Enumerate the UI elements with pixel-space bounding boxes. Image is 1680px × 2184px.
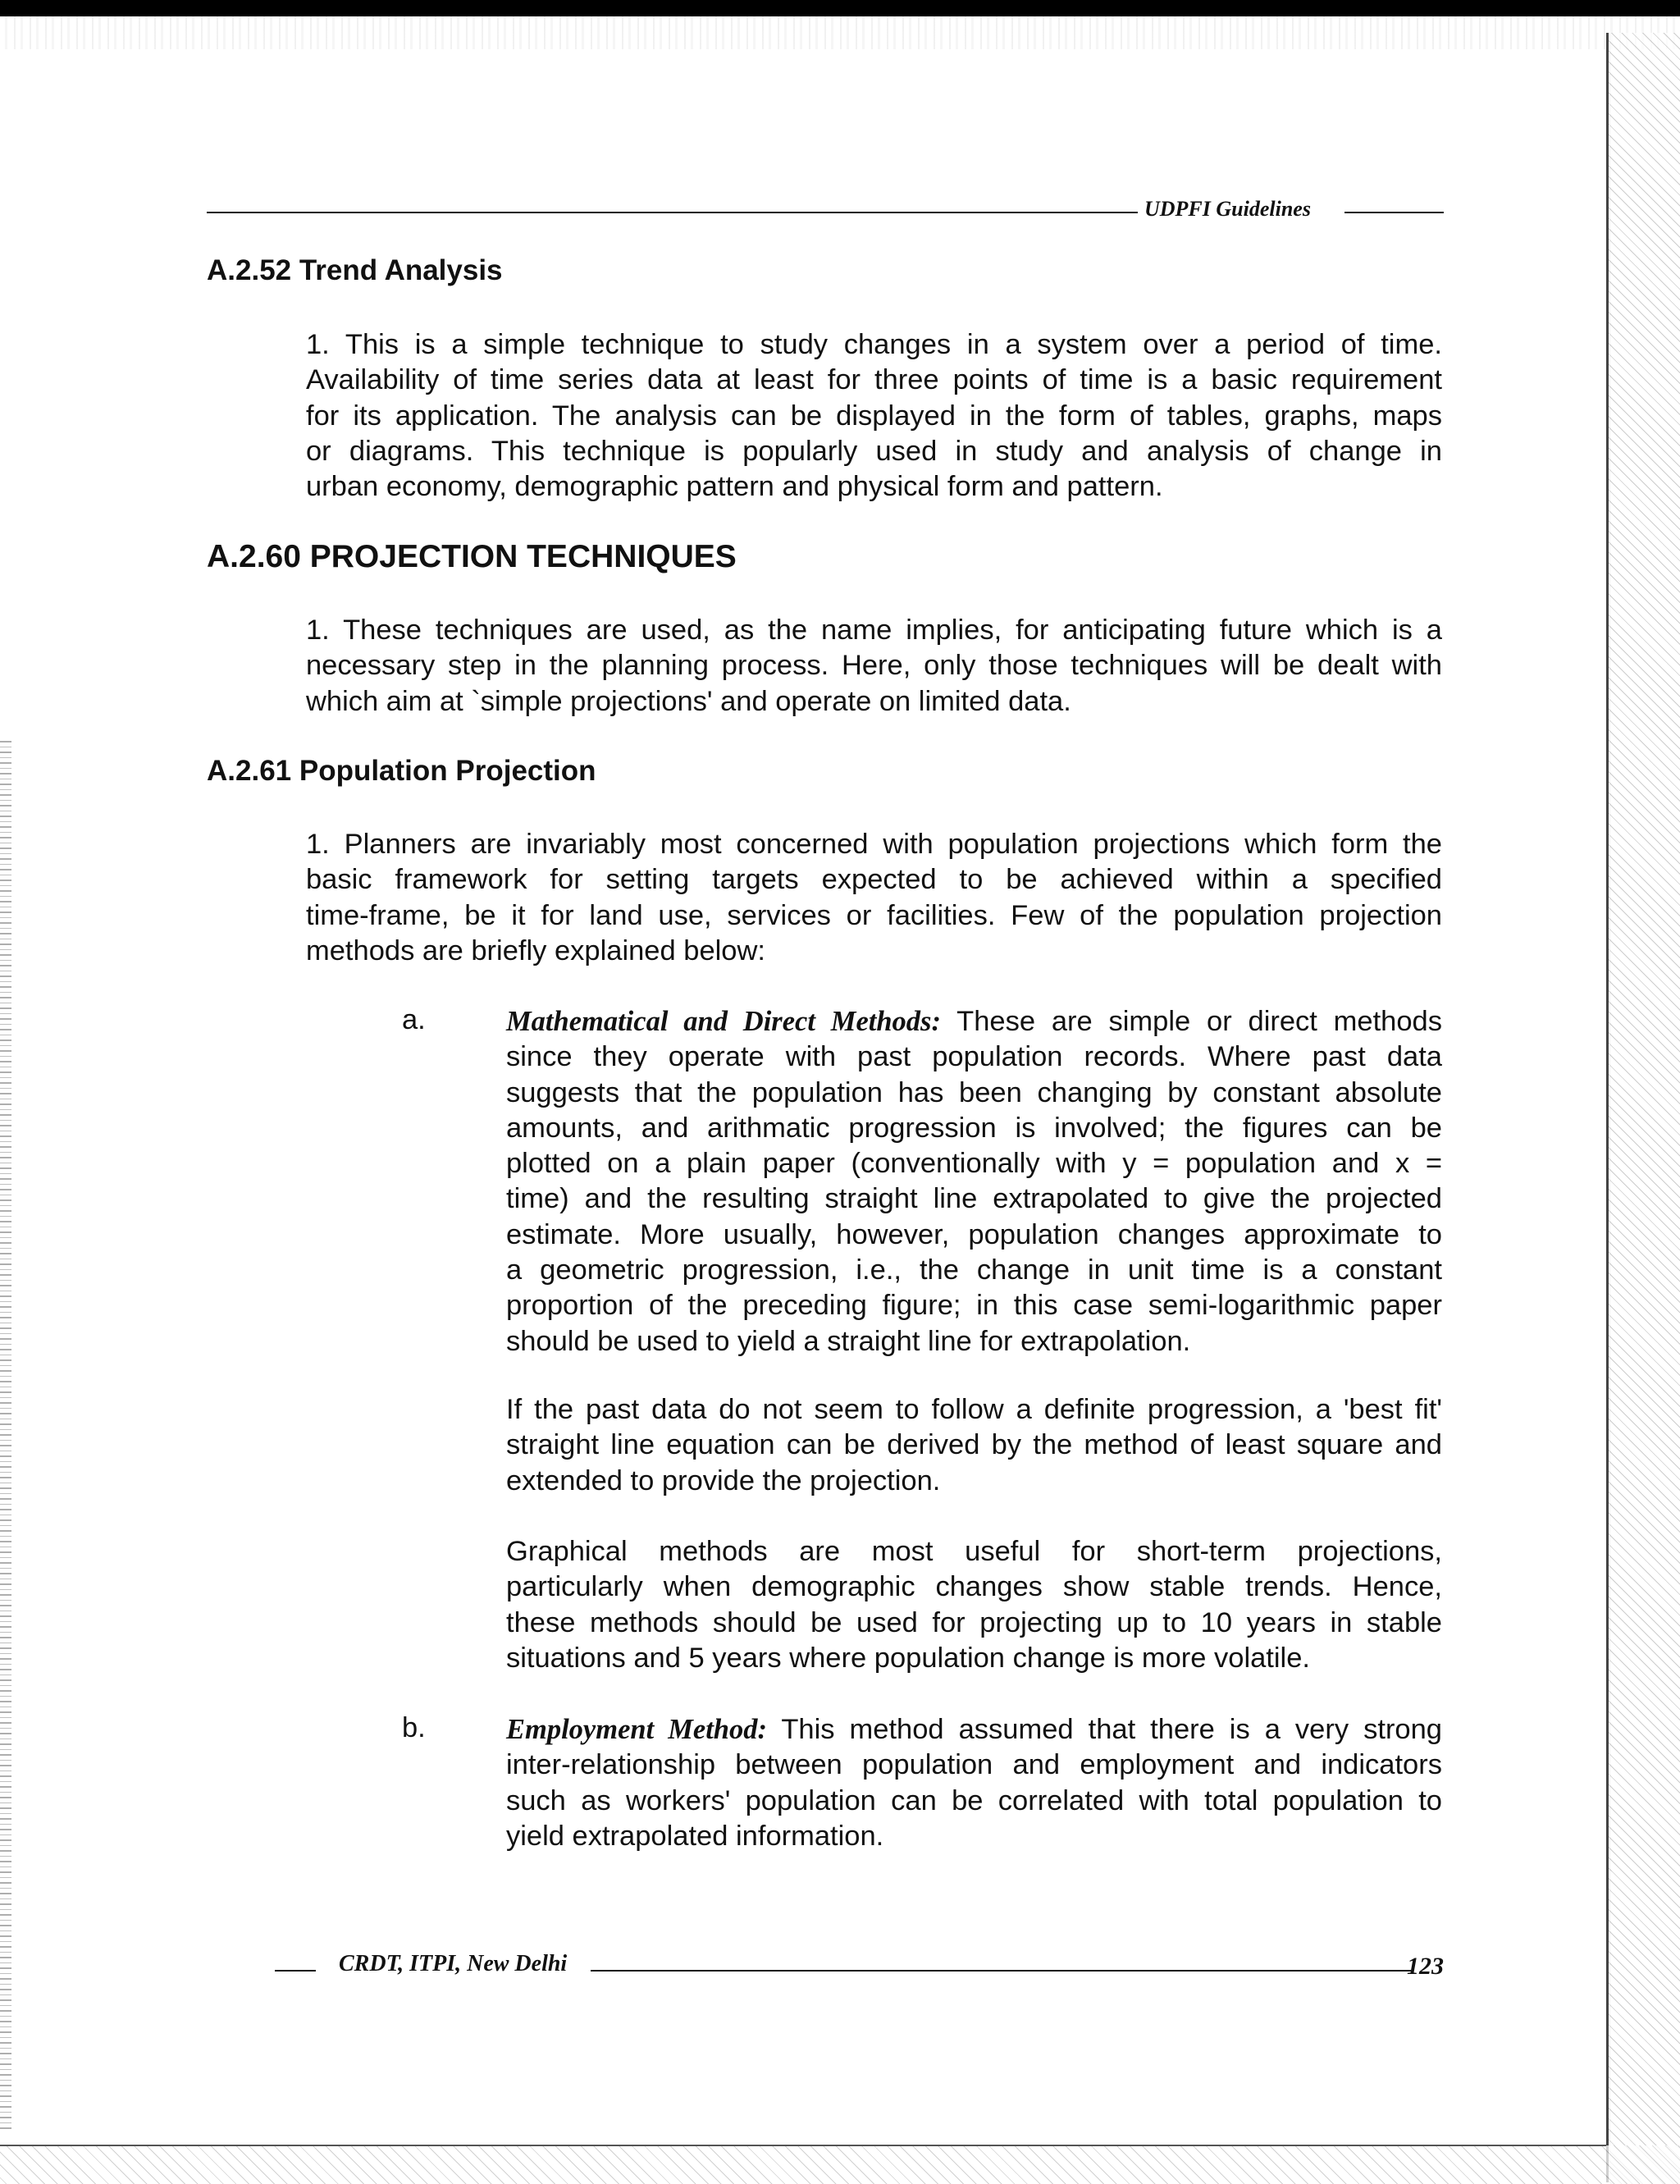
text-line: inter-relationship between population and employment and indicators bbox=[506, 1749, 1442, 1781]
paragraph-trend-analysis bbox=[306, 327, 1442, 505]
paragraph-best-fit bbox=[506, 1392, 1442, 1499]
text-line: since they operate with past population records. Where past data bbox=[506, 1041, 1442, 1073]
lead-line-rest: This method assumed that there is a very strong bbox=[781, 1714, 1442, 1745]
paragraph-graphical-methods bbox=[506, 1534, 1442, 1676]
text-line: Graphical methods are most useful for short-term projections, bbox=[506, 1536, 1442, 1567]
scan-right-noise bbox=[1606, 33, 1680, 2184]
footer-publisher: CRDT, ITPI, New Delhi bbox=[339, 1951, 568, 1976]
lead-term-mathematical: Mathematical and Direct Methods: bbox=[506, 1006, 941, 1037]
text-line: extended to provide the projection. bbox=[506, 1464, 941, 1496]
paragraph-projection-techniques bbox=[306, 613, 1442, 720]
text-line: 1. These techniques are used, as the name implies, for anticipating future which is a bbox=[306, 615, 1442, 646]
text-line: such as workers' population can be correlated with total population to bbox=[506, 1784, 1442, 1816]
text-line: proportion of the preceding figure; in this case semi-logarithmic paper bbox=[506, 1290, 1442, 1322]
text-line: situations and 5 years where population change is more volatile. bbox=[506, 1642, 1310, 1674]
list-item-employment-method bbox=[506, 1712, 1442, 1854]
text-line bbox=[506, 1004, 1442, 1039]
footer-rule-right bbox=[591, 1970, 1411, 1972]
text-line: time) and the resulting straight line extrapolated to give the projected bbox=[506, 1183, 1442, 1215]
text-line: amounts, and arithmatic progression is involved; the figures can be bbox=[506, 1112, 1442, 1144]
text-line: methods are briefly explained below: bbox=[306, 934, 765, 966]
scan-left-noise bbox=[0, 738, 11, 2133]
text-line: for its application. The analysis can be displayed in the form of tables, graphs, maps bbox=[306, 400, 1442, 432]
paragraph-population-projection bbox=[306, 827, 1442, 969]
text-line: If the past data do not seem to follow a definite progression, a 'best fit' bbox=[506, 1394, 1442, 1425]
scan-top-noise bbox=[0, 16, 1680, 49]
text-line: should be used to yield a straight line for extrapolation. bbox=[506, 1325, 1191, 1357]
header-rule-left bbox=[207, 212, 1138, 213]
heading-population-projection: A.2.61 Population Projection bbox=[207, 755, 596, 787]
text-line: estimate. More usually, however, population changes approximate to bbox=[506, 1218, 1442, 1250]
text-line: urban economy, demographic pattern and physical form and pattern. bbox=[306, 471, 1163, 503]
text-line bbox=[506, 1712, 1442, 1748]
text-line: which aim at `simple projections' and operate on limited data. bbox=[306, 685, 1071, 717]
scan-top-border bbox=[0, 0, 1680, 16]
running-header bbox=[207, 197, 1444, 222]
running-title: UDPFI Guidelines bbox=[1144, 197, 1311, 221]
text-line: Availability of time series data at least for three points of time is a basic requirement bbox=[306, 364, 1442, 396]
heading-trend-analysis: A.2.52 Trend Analysis bbox=[207, 254, 503, 286]
list-marker-a: a. bbox=[402, 1004, 426, 1035]
page-right-edge bbox=[1606, 33, 1609, 2182]
text-line: 1. This is a simple technique to study changes in a system over a period of time. bbox=[306, 329, 1442, 360]
text-line: time-frame, be it for land use, services or facilities. Few of the population projection bbox=[306, 899, 1442, 931]
footer-rule-left bbox=[275, 1970, 316, 1972]
list-marker-b: b. bbox=[402, 1712, 426, 1743]
page-bottom-edge bbox=[0, 2145, 1606, 2146]
text-line: necessary step in the planning process. Here, only those techniques will be dealt with bbox=[306, 650, 1442, 682]
lead-term-employment: Employment Method: bbox=[506, 1714, 767, 1745]
page-footer bbox=[275, 1951, 1444, 1984]
scan-bottom-noise bbox=[0, 2145, 1680, 2184]
text-line: yield extrapolated information. bbox=[506, 1820, 884, 1852]
text-line: particularly when demographic changes show stable trends. Hence, bbox=[506, 1571, 1442, 1603]
text-line: straight line equation can be derived by the method of least square and bbox=[506, 1429, 1442, 1461]
text-line: a geometric progression, i.e., the change in unit time is a constant bbox=[506, 1254, 1442, 1286]
text-line: or diagrams. This technique is popularly used in study and analysis of change in bbox=[306, 435, 1442, 467]
text-line: 1. Planners are invariably most concerned with population projections which form the bbox=[306, 829, 1442, 860]
heading-projection-techniques: A.2.60 PROJECTION TECHNIQUES bbox=[207, 539, 737, 574]
text-line: plotted on a plain paper (conventionally with y = population and x = bbox=[506, 1148, 1442, 1180]
text-line: basic framework for setting targets expected to be achieved within a specified bbox=[306, 864, 1442, 896]
page-number: 123 bbox=[1407, 1953, 1444, 1980]
list-item-mathematical-methods bbox=[506, 1004, 1442, 1359]
lead-line-rest: These are simple or direct methods bbox=[956, 1006, 1442, 1037]
text-line: these methods should be used for projecting up to 10 years in stable bbox=[506, 1606, 1442, 1638]
header-rule-right bbox=[1344, 212, 1444, 213]
text-line: suggests that the population has been changing by constant absolute bbox=[506, 1076, 1442, 1108]
